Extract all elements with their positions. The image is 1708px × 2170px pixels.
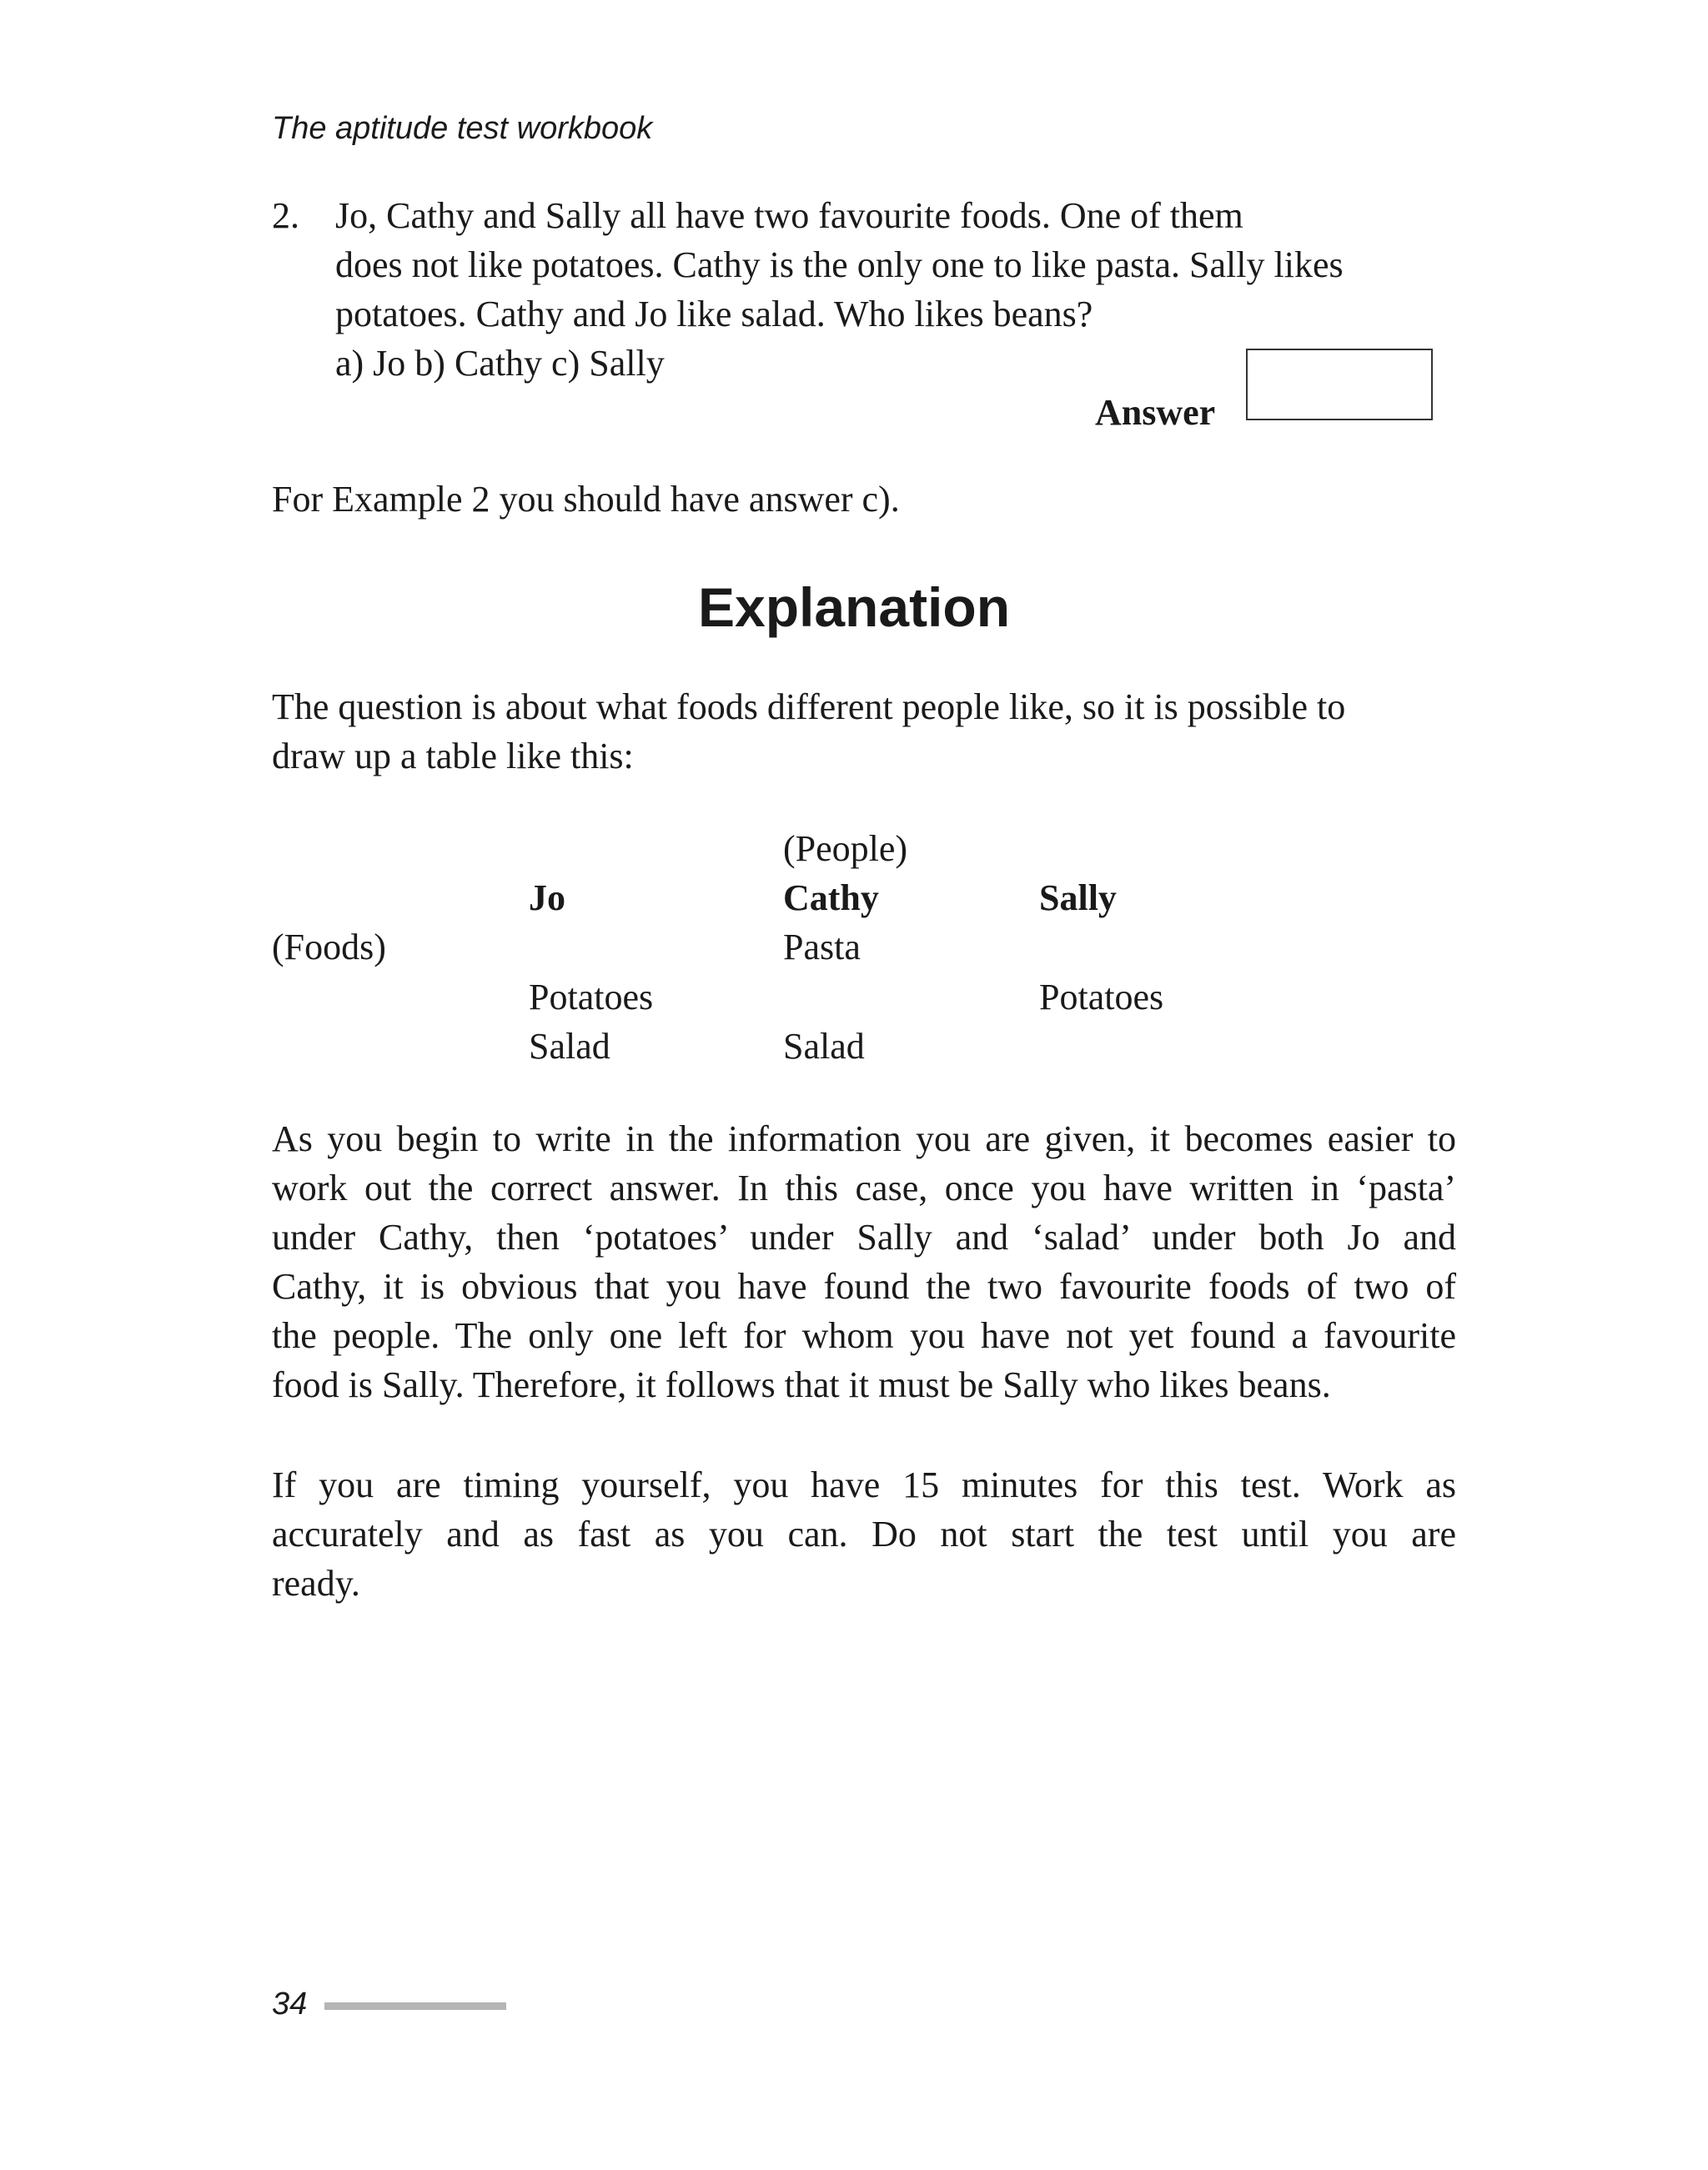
explanation-paragraph [272, 1114, 1456, 1409]
table-cell-cathy-food: Pasta [783, 927, 861, 967]
page-number: 34 [272, 1987, 308, 2022]
intro-paragraph [272, 682, 1456, 781]
question-line: does not like potatoes. Cathy is the only one to like pasta. Sally likes [335, 244, 1344, 285]
column-header-cathy: Cathy [783, 877, 879, 918]
paragraph-line: If you are timing yourself, you have 15 minutes for this test. Work as [272, 1464, 1456, 1505]
example-note: For Example 2 you should have answer c). [272, 479, 900, 520]
paragraph-line: food is Sally. Therefore, it follows that it must be Sally who likes beans. [272, 1364, 1331, 1405]
paragraph-line: As you begin to write in the information you are given, it becomes easier to [272, 1118, 1456, 1159]
table-cell-cathy-food: Salad [783, 1026, 865, 1067]
paragraph-line: the people. The only one left for whom you have not yet found a favourite [272, 1315, 1456, 1356]
running-head: The aptitude test workbook [272, 111, 653, 146]
footer-rule [324, 2002, 506, 2010]
timing-paragraph [272, 1460, 1456, 1608]
answer-box[interactable] [1246, 349, 1433, 420]
table-cell-jo-food: Potatoes [529, 977, 654, 1017]
paragraph-line: under Cathy, then ‘potatoes’ under Sally and ‘salad’ under both Jo and [272, 1217, 1456, 1258]
question-number: 2. [272, 195, 299, 236]
paragraph-line: work out the correct answer. In this case, once you have written in ‘pasta’ [272, 1168, 1456, 1208]
foods-label: (Foods) [272, 927, 386, 967]
paragraph-line: Cathy, it is obvious that you have found the two favourite foods of two of [272, 1266, 1456, 1307]
table-cell-sally-food: Potatoes [1039, 977, 1164, 1017]
column-header-sally: Sally [1039, 877, 1117, 918]
paragraph-line: The question is about what foods different people like, so it is possible to [272, 686, 1346, 727]
paragraph-line: accurately and as fast as you can. Do not start the test until you are [272, 1514, 1456, 1555]
question-text [335, 191, 1344, 388]
question-line: Jo, Cathy and Sally all have two favourite foods. One of them [335, 195, 1243, 236]
paragraph-line: ready. [272, 1563, 360, 1604]
answer-label: Answer [1095, 392, 1216, 433]
paragraph-line: draw up a table like this: [272, 736, 634, 776]
question-options: a) Jo b) Cathy c) Sally [335, 343, 665, 384]
question-line: potatoes. Cathy and Jo like salad. Who likes beans? [335, 294, 1093, 334]
section-heading: Explanation [697, 576, 1011, 638]
column-header-jo: Jo [529, 877, 565, 918]
table-cell-jo-food: Salad [529, 1026, 610, 1067]
people-label: (People) [783, 828, 908, 869]
